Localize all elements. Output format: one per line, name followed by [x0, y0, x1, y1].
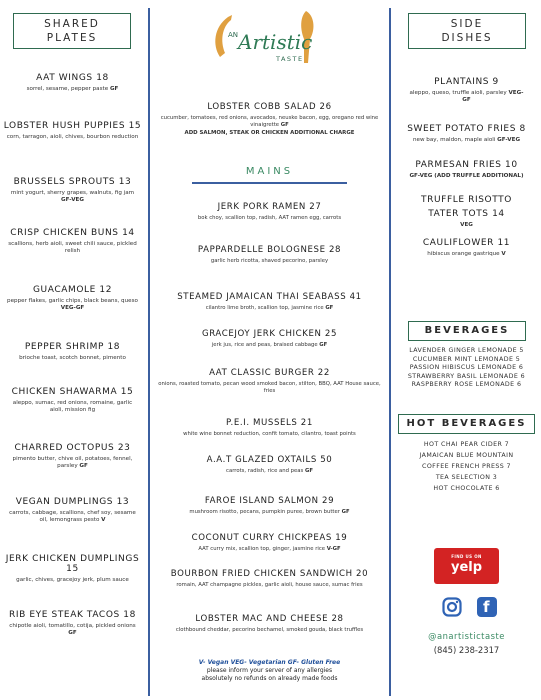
- item-desc: GF-VEG (ADD TRUFFLE ADDITIONAL): [409, 173, 524, 179]
- side-dishes-title-line2: DISHES: [441, 32, 493, 44]
- menu-item: [0, 73, 145, 93]
- menu-item: [152, 614, 387, 634]
- item-desc: new bay, maldon, maple aioli GF-VEG: [412, 137, 521, 143]
- menu-item: [0, 228, 145, 256]
- menu-item: [152, 418, 387, 438]
- hot-beverage-item: COFFEE FRENCH PRESS 7: [422, 463, 511, 470]
- yelp-badge[interactable]: [434, 548, 499, 584]
- menu-item: [152, 569, 387, 589]
- hot-beverages-header: HOT BEVERAGES: [398, 414, 535, 434]
- item-name: RIB EYE STEAK TACOS 18: [9, 610, 136, 620]
- item-name: PEPPER SHRIMP 18: [24, 342, 121, 352]
- restaurant-logo: [198, 5, 338, 75]
- facebook-icon[interactable]: f: [477, 597, 497, 617]
- menu-item: [392, 77, 541, 105]
- item-name: TRUFFLE RISOTTO TATER TOTS 14: [421, 195, 512, 219]
- item-name: BRUSSELS SPROUTS 13: [13, 177, 132, 187]
- menu-item: [0, 121, 145, 141]
- item-desc: onions, roasted tomato, pecan wood smoked bacon, stilton, BBQ, AAT House sauce, fries: [158, 381, 381, 395]
- menu-item: [0, 285, 145, 313]
- item-name: CHARRED OCTOPUS 23: [14, 443, 131, 453]
- beverages-list: [392, 347, 541, 390]
- logo-artistic: Artistic: [238, 30, 313, 54]
- item-name: AAT CLASSIC BURGER 22: [209, 368, 330, 378]
- menu-item: [152, 102, 387, 137]
- item-desc: garlic herb ricotta, shaved pecorino, parsley: [210, 258, 329, 264]
- item-desc: white wine bonnet reduction, confit tomato, cilantro, toast points: [183, 431, 356, 437]
- menu-item: [0, 342, 145, 362]
- hot-beverage-item: JAMAICAN BLUE MOUNTAIN: [419, 452, 514, 459]
- hot-beverages-list: [392, 439, 541, 494]
- item-name: CHICKEN SHAWARMA 15: [11, 387, 134, 397]
- item-name: GRACEJOY JERK CHICKEN 25: [201, 329, 338, 339]
- item-desc: chipotle aioli, tomatillo, cotija, pickled onions GF: [9, 623, 136, 637]
- item-desc: bok choy, scallion top, radish, AAT ramen egg, carrots: [197, 215, 342, 221]
- menu-item: [152, 202, 387, 222]
- item-name: CAULIFLOWER 11: [422, 238, 511, 248]
- menu-item: [152, 292, 387, 312]
- item-desc: brioche toast, scotch bonnet, pimento: [19, 355, 126, 361]
- sides-column: [392, 0, 541, 700]
- logo-taste: TASTE: [276, 55, 304, 63]
- instagram-icon[interactable]: [442, 597, 462, 617]
- item-name: JERK PORK RAMEN 27: [217, 202, 322, 212]
- mains-heading: MAINS: [245, 166, 294, 177]
- item-name: PARMESAN FRIES 10: [415, 160, 518, 170]
- item-desc: jerk jus, rice and peas, braised cabbage GF: [211, 342, 328, 348]
- item-desc: hibiscus orange gastrique V: [427, 251, 506, 257]
- mains-underline: [192, 182, 347, 184]
- beverage-item: STRAWBERRY BASIL LEMONADE 6: [407, 372, 526, 380]
- menu-item: [0, 177, 145, 205]
- dietary-legend: V- Vegan VEG- Vegetarian GF- Gluten Free: [198, 659, 341, 666]
- divider-right: [389, 8, 391, 696]
- menu-footer: [152, 659, 387, 682]
- item-name: LOBSTER HUSH PUPPIES 15: [3, 121, 142, 131]
- beverage-item: LAVENDER GINGER LEMONADE 5: [409, 347, 524, 354]
- social-handle[interactable]: @anartistictaste: [428, 631, 505, 641]
- menu-item: [152, 533, 387, 553]
- hot-beverage-item: HOT CHOCOLATE 6: [433, 485, 500, 492]
- hot-beverage-item: TEA SELECTION 3: [435, 474, 498, 481]
- item-name: BOURBON FRIED CHICKEN SANDWICH 20: [170, 569, 369, 579]
- item-desc: mushroom risotto, pecans, pumpkin puree, brown butter GF: [189, 509, 350, 515]
- yelp-find-us: FIND US ON: [451, 554, 482, 559]
- logo-an: AN: [228, 31, 239, 39]
- menu-item: [152, 368, 387, 396]
- item-name: GUACAMOLE 12: [32, 285, 113, 295]
- side-dishes-title-line1: SIDE: [450, 18, 484, 30]
- beverages-header: BEVERAGES: [408, 321, 526, 341]
- side-dishes-header: [408, 13, 526, 49]
- refund-note: absolutely no refunds on already made foods: [201, 674, 338, 682]
- menu-item: [0, 554, 145, 584]
- item-desc: garlic, chives, gracejoy jerk, plum sauce: [16, 577, 129, 583]
- beverage-item: RASPBERRY ROSE LEMONADE 6: [411, 381, 522, 389]
- allergy-note: please inform your server of any allergies: [206, 666, 333, 674]
- item-desc: cilantro lime broth, scallion top, jasmine rice GF: [205, 305, 334, 311]
- menu-item: [152, 455, 387, 475]
- menu-item: [392, 160, 541, 180]
- item-desc: romain, AAT champagne pickles, garlic aioli, house sauce, sumac fries: [176, 582, 363, 588]
- shared-plates-title-line2: PLATES: [46, 32, 98, 44]
- item-desc: carrots, radish, rice and peas GF: [226, 468, 313, 474]
- mains-column: [152, 0, 387, 700]
- item-desc: sorrel, sesame, pepper paste GF: [26, 86, 119, 92]
- menu-item: [152, 329, 387, 349]
- item-name: FAROE ISLAND SALMON 29: [204, 496, 335, 506]
- menu-item: [0, 443, 145, 471]
- beverage-item: PASSION HIBISCUS LEMONADE 6: [409, 364, 524, 372]
- item-desc: clothbound cheddar, pecorino bechamel, smoked gouda, black truffles: [175, 627, 364, 633]
- item-name: STEAMED JAMAICAN THAI SEABASS 41: [177, 292, 362, 302]
- menu-item: [392, 193, 541, 229]
- item-name: CRISP CHICKEN BUNS 14: [10, 228, 135, 238]
- phone-number: (845) 238-2317: [433, 645, 500, 655]
- menu-item: [392, 238, 541, 258]
- item-desc: pepper flakes, garlic chips, black beans, queso VEG-GF: [7, 298, 138, 312]
- menu-item: [0, 610, 145, 638]
- divider-left: [148, 8, 150, 696]
- item-name: LOBSTER COBB SALAD 26: [207, 102, 332, 112]
- item-name: COCONUT CURRY CHICKPEAS 19: [191, 533, 348, 543]
- item-name: A.A.T GLAZED OXTAILS 50: [206, 455, 333, 465]
- menu-item: [152, 496, 387, 516]
- menu-item: [392, 124, 541, 144]
- item-desc: scallions, herb aioli, sweet chili sauce, pickled relish: [8, 241, 137, 255]
- item-name: PAPPARDELLE BOLOGNESE 28: [197, 245, 342, 255]
- item-name: PLANTAINS 9: [434, 77, 499, 87]
- menu-item: [152, 245, 387, 265]
- shared-plates-column: [0, 0, 145, 700]
- add-protein-note: ADD SALMON, STEAK OR CHICKEN ADDITIONAL CHARGE: [184, 129, 355, 136]
- hot-beverage-item: HOT CHAI PEAR CIDER 7: [423, 441, 510, 448]
- beverage-item: CUCUMBER MINT LEMONADE 5: [412, 355, 521, 363]
- menu-item: [0, 387, 145, 415]
- item-desc: VEG: [460, 222, 473, 228]
- item-desc: pimento butter, chive oil, potatoes, fennel, parsley GF: [12, 456, 133, 470]
- item-desc: corn, tarragon, aioli, chives, bourbon reduction: [6, 134, 139, 140]
- item-desc: carrots, cabbage, scallions, chef soy, sesame oil, lemongrass pesto V: [9, 510, 136, 524]
- shared-plates-header: [13, 13, 131, 49]
- item-desc: aleppo, sumac, red onions, romaine, garlic aioli, mission fig: [12, 400, 133, 414]
- item-name: VEGAN DUMPLINGS 13: [15, 497, 130, 507]
- item-desc: AAT curry mix, scallion top, ginger, jasmine rice V-GF: [198, 546, 341, 552]
- shared-plates-title-line1: SHARED: [44, 18, 100, 30]
- item-desc: aleppo, queso, truffle aioli, parsley VEG-GF: [409, 90, 524, 104]
- item-name: LOBSTER MAC AND CHEESE 28: [195, 614, 344, 624]
- item-desc: cucumber, tomatoes, red onions, avocados, neuske bacon, egg, oregano red wine vinaigrette GF: [160, 115, 379, 129]
- yelp-logo-text: yelp: [450, 560, 483, 575]
- item-name: AAT WINGS 18: [36, 73, 109, 83]
- item-desc: mint yogurt, sherry grapes, walnuts, fig jam GF-VEG: [10, 190, 135, 204]
- item-name: P.E.I. MUSSELS 21: [226, 418, 313, 428]
- item-name: SWEET POTATO FRIES 8: [407, 124, 526, 134]
- item-name: JERK CHICKEN DUMPLINGS 15: [5, 554, 140, 574]
- menu-item: [0, 497, 145, 525]
